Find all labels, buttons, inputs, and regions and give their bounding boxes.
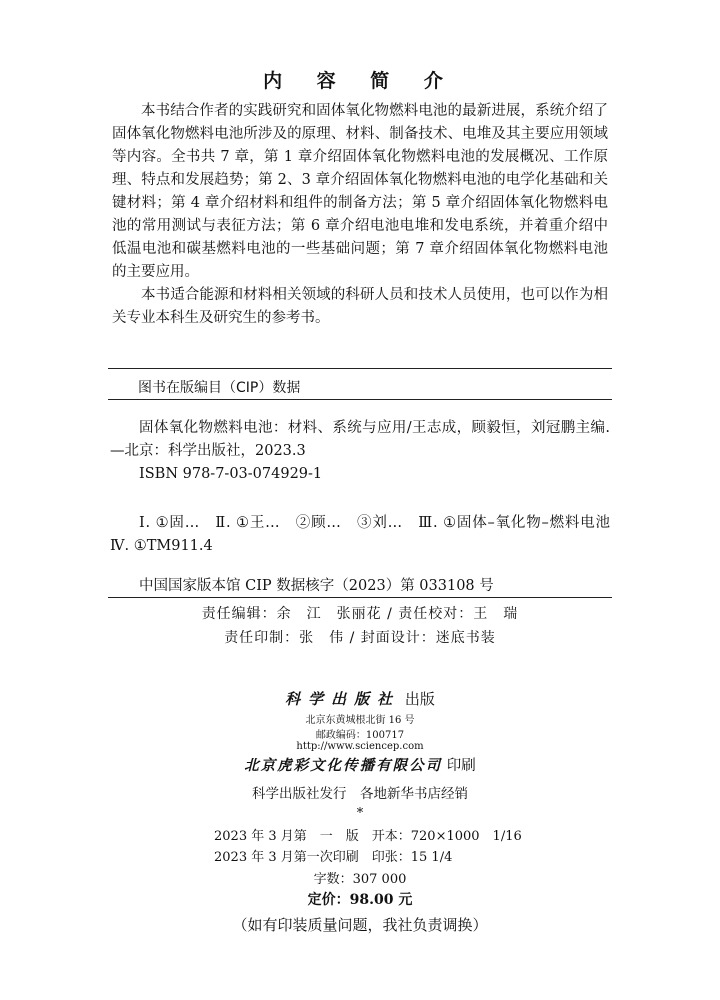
printer-name: 北京虎彩文化传播有限公司 — [244, 757, 443, 774]
intro-paragraph: 本书结合作者的实践研究和固体氧化物燃料电池的最新进展，系统介绍了固体氧化物燃料电池所涉及的原理、材料、制备技术、电堆及其主要应用领域等内容。全书共 7 章，第 1 章介绍固体氧化物燃料电池的发展概况、工作原理、特点和发展趋势；第 2、3 章介绍固体氧化物燃料电池的电学化基础和关键材料；第 4 章介绍材料和组件的制备方法；第 5 章介绍固体氧化物燃料电池的常用测试与表征方法；第 6 章介绍电池电堆和发电系统，并着重介绍中低温电池和碳基燃料电池的一些基础问题；第 7 章介绍固体氧化物燃料电池的主要应用。 — [112, 103, 608, 280]
printer-line — [0, 754, 720, 775]
page-title: 内 容 简 介 — [263, 70, 457, 92]
cip-heading-rule — [108, 399, 612, 400]
staff-line-editors: 责任编辑：余 江 张丽花 / 责任校对：王 瑞 — [201, 606, 519, 622]
price-line: 定价：98.00 元 — [307, 892, 413, 908]
cip-bottom-rule — [108, 597, 612, 598]
distribution-line: 科学出版社发行 各地新华书店经销 — [252, 786, 468, 802]
cip-record-block — [110, 575, 610, 598]
wordcount-line: 字数：307 000 — [313, 872, 407, 887]
printing-line: 2023 年 3 月第一次印刷 印张：15 1/4 — [214, 850, 453, 865]
publisher-address: 北京东黄城根北街 16 号 — [305, 715, 415, 726]
publisher-url: http://www.sciencep.com — [296, 741, 424, 752]
cip-classification: Ⅰ. ①固… Ⅱ. ①王… ②顾… ③刘… Ⅲ. ①固体–氧化物–燃料电池 Ⅳ. ①TM911.4 — [110, 515, 625, 554]
cip-record: 中国国家版本馆 CIP 数据核字（2023）第 033108 号 — [139, 578, 494, 594]
quality-notice: （如有印装质量问题，我社负责调换） — [232, 916, 488, 934]
publisher-postcode: 邮政编码：100717 — [315, 730, 405, 741]
publisher-line — [0, 688, 720, 709]
intro-section — [112, 100, 608, 330]
staff-line-production: 责任印制：张 伟 / 封面设计：迷底书装 — [224, 630, 496, 646]
separator-star: * — [356, 806, 364, 821]
cip-entry-text: 固体氧化物燃料电池：材料、系统与应用/王志成，顾毅恒，刘冠鹏主编. —北京：科学出版社，2023.3 — [110, 420, 610, 459]
printer-suffix: 印刷 — [446, 758, 476, 774]
publisher-name: 科学出版社 — [285, 690, 401, 708]
intro-paragraph: 本书适合能源和材料相关领域的科研人员和技术人员使用，也可以作为相关专业本科生及研究生的参考书。 — [112, 287, 608, 326]
cip-isbn: ISBN 978-7-03-074929-1 — [139, 466, 323, 482]
cip-classification-block — [110, 512, 625, 558]
cip-entry — [110, 417, 610, 486]
edition-line: 2023 年 3 月第 一 版 开本：720×1000 1/16 — [214, 829, 522, 844]
cip-heading: 图书在版编目（CIP）数据 — [138, 380, 301, 396]
publisher-suffix: 出版 — [404, 690, 435, 708]
cip-top-rule — [108, 368, 612, 369]
